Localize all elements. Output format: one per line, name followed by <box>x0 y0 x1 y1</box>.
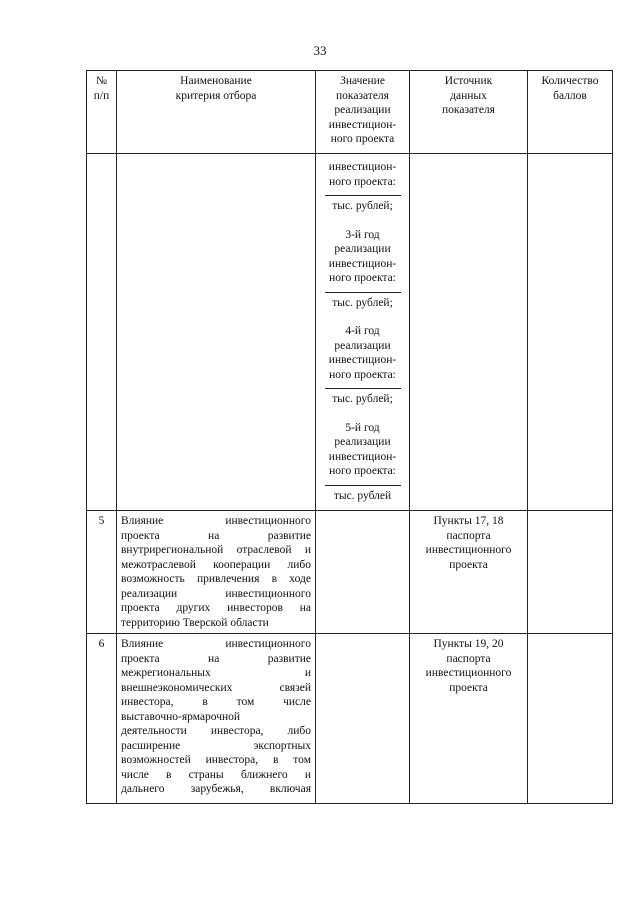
table-row <box>87 634 613 804</box>
blank-line <box>325 388 401 389</box>
continuation-row <box>87 154 613 511</box>
header-criterion: Наименование критерия отбора <box>117 71 316 154</box>
table-header-row <box>87 71 613 154</box>
year-block: 5-й год реализации инвестицион- ного проекта: <box>328 421 397 477</box>
score-cell <box>528 634 613 804</box>
value-cell <box>316 511 410 634</box>
criterion-cell: Влияние инвестиционного проекта на развитие внутрирегиональной отраслевой и межотраслевой кооперации либо возможность привлечения в ходе реализации инвестиционного проекта других инвесторов на территорию Тверской области <box>117 511 316 634</box>
row-number: 6 <box>87 634 117 804</box>
blank-line <box>325 292 401 293</box>
value-cell <box>316 634 410 804</box>
row-number: 5 <box>87 511 117 634</box>
year-block: 3-й год реализации инвестицион- ного проекта: <box>328 228 397 284</box>
header-number: № п/п <box>87 71 117 154</box>
year-block: 4-й год реализации инвестицион- ного проекта: <box>328 325 397 381</box>
unit-label: тыс. рублей <box>333 489 392 502</box>
unit-label: тыс. рублей; <box>332 393 393 405</box>
criterion-cell: Влияние инвестиционного проекта на развитие межрегиональных и внешнеэкономических связей инвестора, в том числе выставочно-ярмарочной деятельности инвестора, либо расширение экспортных возможностей инвестора, в том числе в страны ближнего и дальнего зарубежья, включая <box>117 634 316 804</box>
page-number: 33 <box>313 43 327 58</box>
source-cell: Пункты 17, 18 паспорта инвестиционного проекта <box>410 511 528 634</box>
score-cell <box>528 511 613 634</box>
source-cell: Пункты 19, 20 паспорта инвестиционного проекта <box>410 634 528 804</box>
value-breakdown <box>316 154 410 511</box>
unit-label: тыс. рублей; <box>332 296 393 309</box>
criteria-table <box>86 70 613 804</box>
unit-label: тыс. рублей; <box>332 200 393 212</box>
blank-line <box>325 195 401 196</box>
header-source: Источник данных показателя <box>410 71 528 154</box>
year-block: инвестицион- ного проекта: <box>328 161 397 188</box>
header-score: Количество баллов <box>528 71 613 154</box>
header-value: Значение показателя реализации инвестицион- ного проекта <box>316 71 410 154</box>
blank-line <box>325 485 401 486</box>
table-row <box>87 511 613 634</box>
